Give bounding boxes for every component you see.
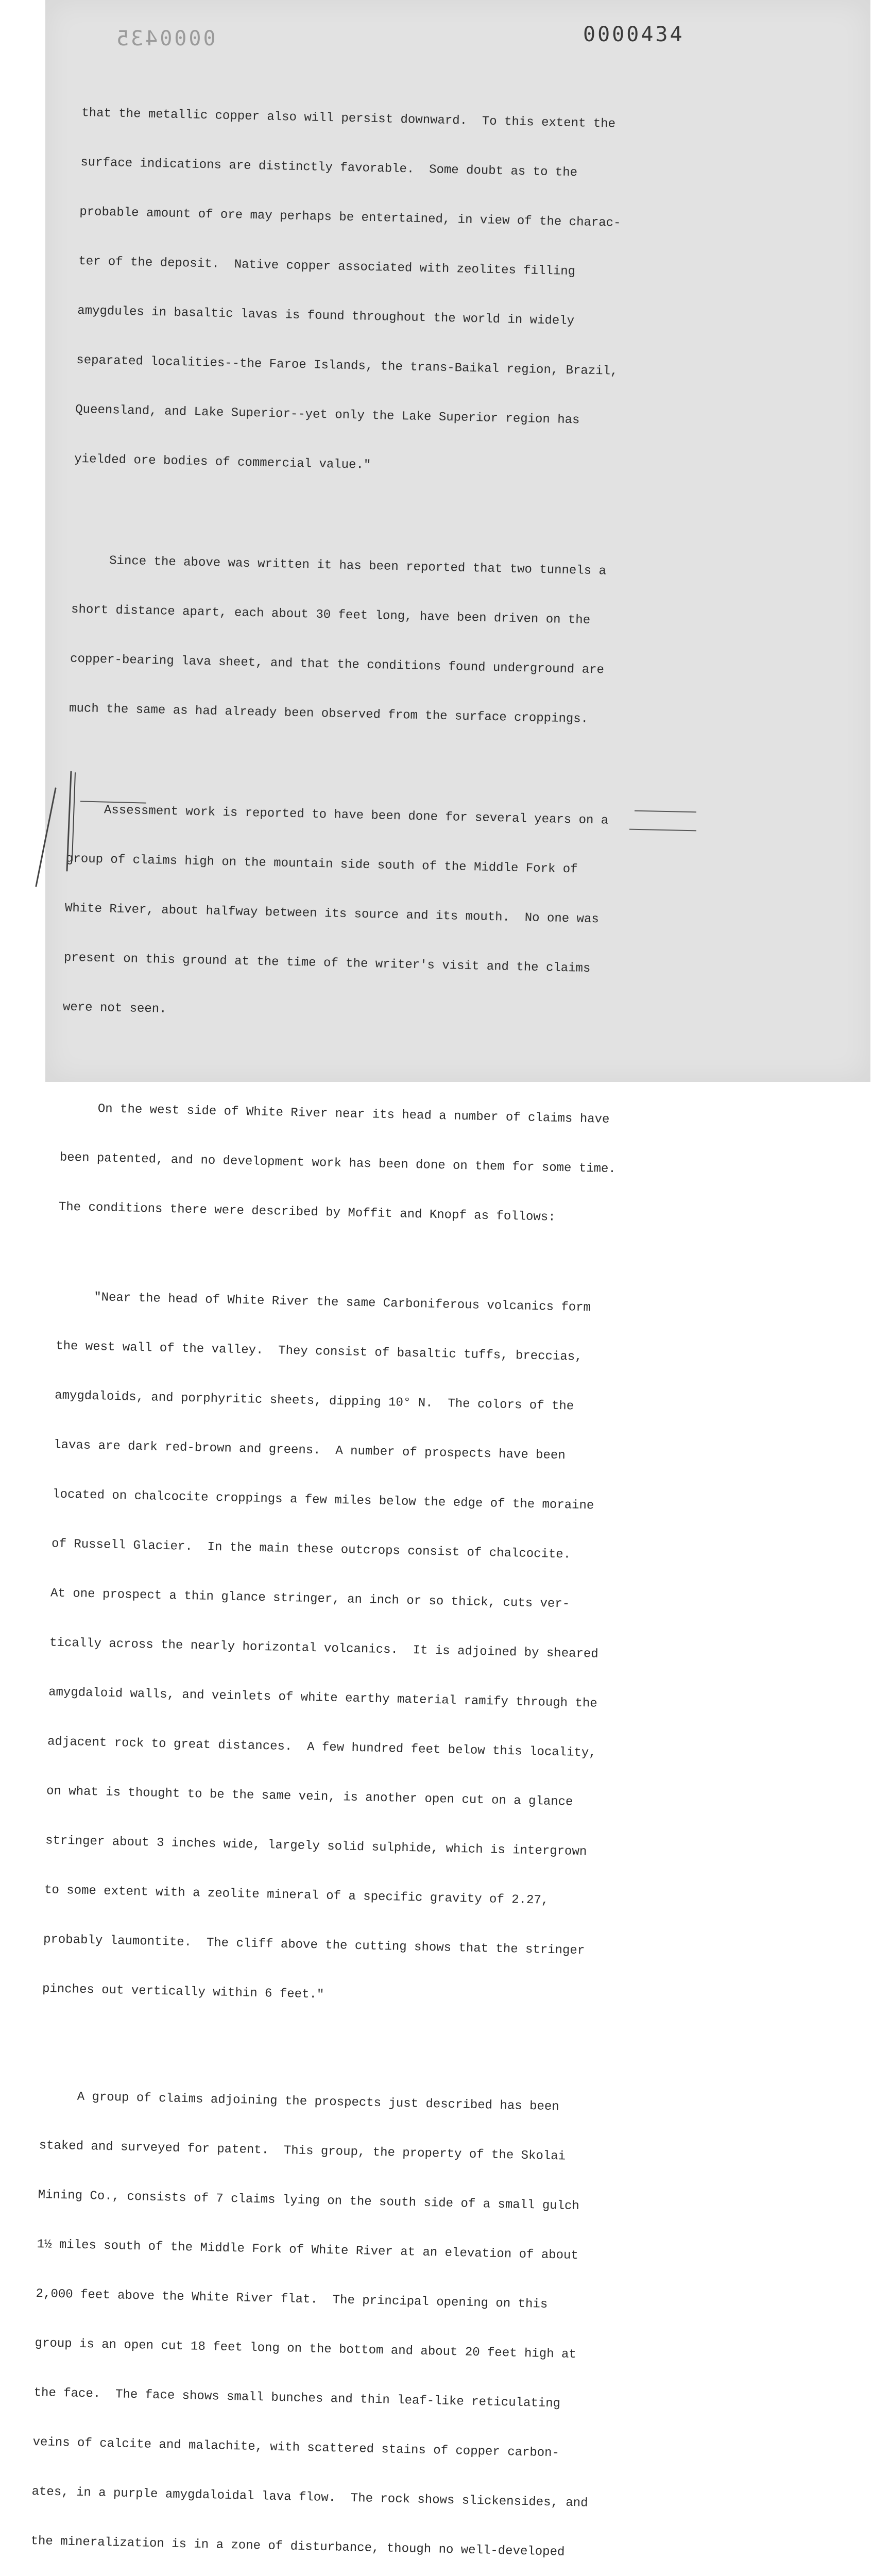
text-line: present on this ground at the time of the writer's visit and the claims xyxy=(63,951,591,976)
text-line: of Russell Glacier. In the main these outcrops consist of chalcocite. xyxy=(51,1537,571,1562)
margin-bar-mark xyxy=(67,772,71,871)
text-line: tically across the nearly horizontal volcanics. It is adjoined by sheared xyxy=(49,1636,598,1662)
paragraph-tunnels xyxy=(68,519,742,764)
text-line: group of claims high on the mountain side south of the Middle Fork of xyxy=(65,852,578,877)
text-line: the face. The face shows small bunches and thin leaf-like reticulating xyxy=(33,2386,561,2411)
text-line: separated localities--the Faroe Islands, the trans-Baikal region, Brazil, xyxy=(76,353,618,379)
text-line: amygdules in basaltic lavas is found throughout the world in widely xyxy=(77,303,575,329)
text-line: probably laumontite. The cliff above the cutting shows that the stringer xyxy=(43,1933,585,1958)
text-line: White River, about halfway between its source and its mouth. No one was xyxy=(64,901,600,927)
text-line: were not seen. xyxy=(62,1000,167,1016)
text-line: surface indications are distinctly favorable. Some doubt as to the xyxy=(80,155,578,180)
text-line: ates, in a purple amygdaloidal lava flow. The rock shows slickensides, and xyxy=(31,2484,588,2511)
text-line: that the metallic copper also will persist downward. To this extent the xyxy=(81,106,616,131)
text-line: A group of claims adjoining the prospects just described has been xyxy=(40,2089,559,2114)
text-line: Since the above was written it has been reported that two tunnels a xyxy=(72,553,607,579)
text-line: On the west side of White River near its head a number of claims have xyxy=(60,1101,610,1127)
margin-pen-marks xyxy=(31,768,77,896)
text-line: to some extent with a zeolite mineral of a specific gravity of 2.27, xyxy=(44,1883,549,1908)
page-number: 0000434 xyxy=(583,23,684,46)
text-line: much the same as had already been observed from the surface croppings. xyxy=(69,701,589,726)
text-line: 2,000 feet above the White River flat. The principal opening on this xyxy=(36,2287,548,2312)
text-line: yielded ore bodies of commercial value." xyxy=(74,452,371,472)
text-line: Assessment work is reported to have been done for several years on a xyxy=(66,802,609,828)
text-line: stringer about 3 inches wide, largely solid sulphide, which is intergrown xyxy=(45,1834,587,1859)
paragraph-skolai-claims xyxy=(30,2055,710,2576)
text-line: group is an open cut 18 feet long on the bottom and about 20 feet high at xyxy=(35,2336,577,2362)
text-line: adjacent rock to great distances. A few hundred feet below this locality, xyxy=(47,1735,596,1760)
text-line: veins of calcite and malachite, with scattered stains of copper carbon- xyxy=(32,2435,560,2461)
text-line: Mining Co., consists of 7 claims lying on the south side of a small gulch xyxy=(38,2188,580,2214)
text-line: ter of the deposit. Native copper associated with zeolites filling xyxy=(78,254,576,279)
text-line: short distance apart, each about 30 feet long, have been driven on the xyxy=(71,602,591,628)
text-line: lavas are dark red-brown and greens. A number of prospects have been xyxy=(53,1438,566,1463)
text-line: probable amount of ore may perhaps be entertained, in view of the charac- xyxy=(79,205,621,230)
text-line: amygdaloid walls, and veinlets of white earthy material ramify through the xyxy=(48,1685,597,1711)
paragraph-west-side xyxy=(58,1067,731,1263)
margin-bar-mark-2 xyxy=(72,773,75,860)
text-line: The conditions there were described by Moffit and Knopf as follows: xyxy=(58,1200,556,1225)
text-line: located on chalcocite croppings a few miles below the edge of the moraine xyxy=(52,1487,594,1513)
body-text xyxy=(29,72,752,2576)
text-line: Queensland, and Lake Superior--yet only the Lake Superior region has xyxy=(75,402,580,428)
text-line: At one prospect a thin glance stringer, an inch or so thick, cuts ver- xyxy=(50,1586,570,1612)
text-line: the west wall of the valley. They consist of basaltic tuffs, breccias, xyxy=(55,1339,583,1364)
paragraph-moffit-knopf-quote xyxy=(41,1256,727,2044)
text-line: 1½ miles south of the Middle Fork of White River at an elevation of about xyxy=(37,2238,579,2263)
text-line: been patented, and no development work has been done on them for some time. xyxy=(59,1150,617,1177)
text-line: pinches out vertically within 6 feet." xyxy=(42,1982,324,2002)
text-line: amygdaloids, and porphyritic sheets, dipping 10° N. The colors of the xyxy=(54,1388,574,1414)
paragraph-assessment xyxy=(62,769,737,1063)
paragraph-quote-end xyxy=(74,72,752,515)
text-line: on what is thought to be the same vein, is another open cut on a glance xyxy=(46,1784,573,1809)
text-line: staked and surveyed for patent. This group, the property of the Skolai xyxy=(39,2139,566,2164)
text-line: copper-bearing lava sheet, and that the conditions found underground are xyxy=(70,652,605,677)
text-line: "Near the head of White River the same Carboniferous volcanics form xyxy=(56,1290,591,1315)
text-line: the mineralization is in a zone of disturbance, though no well-developed xyxy=(30,2534,565,2560)
margin-slash-mark xyxy=(36,788,56,886)
bleed-through-page-number: 0000435 xyxy=(114,27,216,50)
